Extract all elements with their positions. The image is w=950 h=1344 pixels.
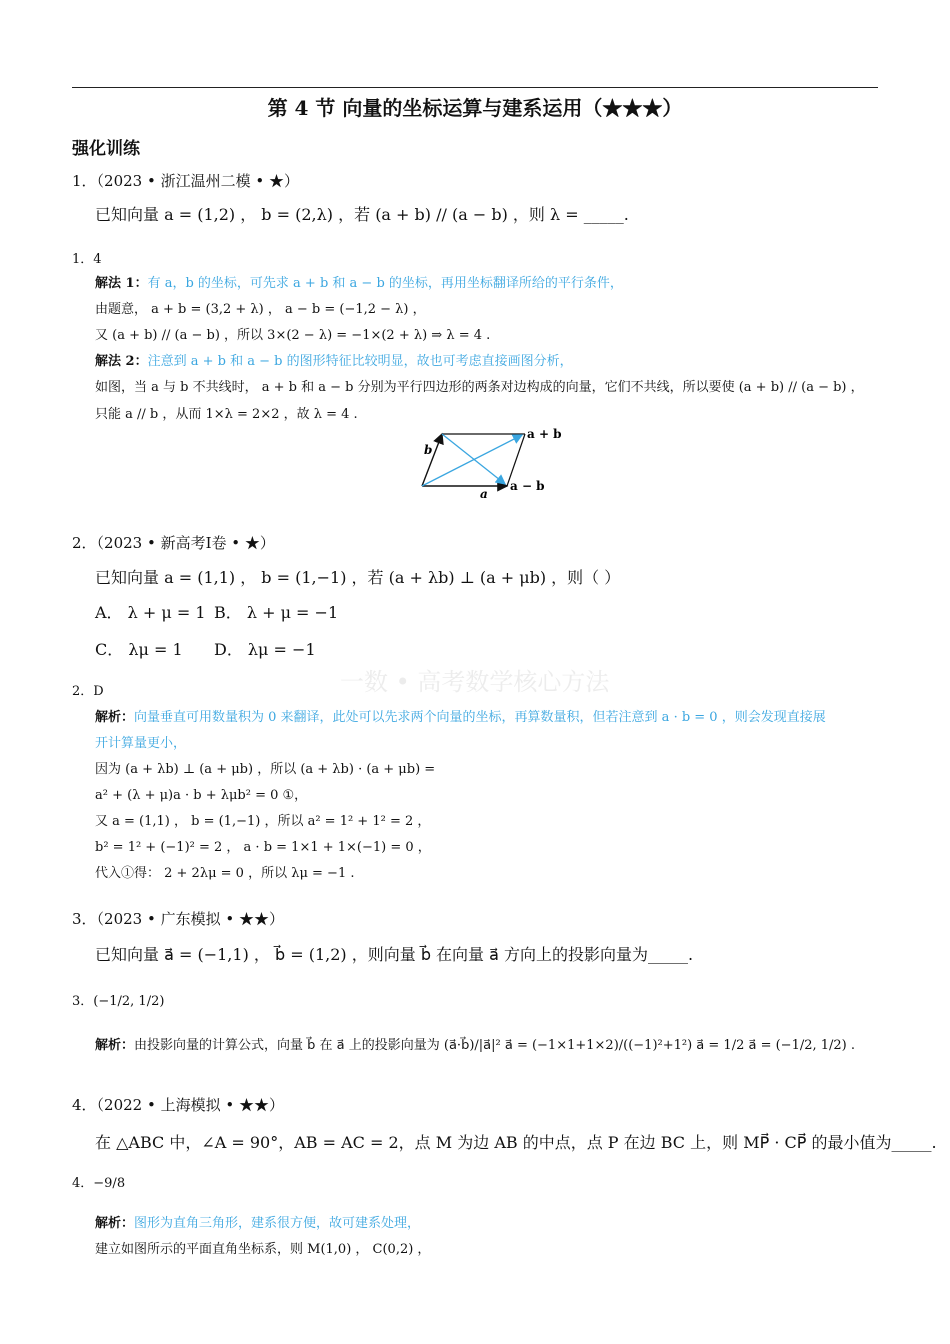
q1-line-1 [95, 272, 623, 291]
q2-line-5: 又 a = (1,1) ， b = (1,−1) ，所以 a² = 1² + 1² = 2 ， [95, 814, 431, 829]
label-b: b [424, 443, 433, 457]
watermark: 一数 • 高考数学核心方法 [340, 668, 610, 696]
q2-line-1 [95, 706, 826, 725]
hint-text: 图形为直角三角形，建系很方便，故可建系处理， [134, 1216, 421, 1231]
q2-line-4: a² + (λ + μ)a · b + λμb² = 0 ①， [95, 788, 308, 803]
vector-b [422, 434, 442, 486]
q1-line-6: 只能 a // b ，从而 1×λ = 2×2 ，故 λ = 4 . [95, 407, 358, 422]
hint-text: 向量垂直可用数量积为 0 来翻译，此处可以先求两个向量的坐标，再算数量积，但若注意到 a · b = 0 ，则会发现直接展 [134, 710, 826, 725]
q2-line-7: 代入①得： 2 + 2λμ = 0 ，所以 λμ = −1 . [95, 866, 355, 881]
q4-line-1 [95, 1212, 420, 1231]
solution-label: 解法 1： [95, 276, 148, 291]
option-d: D． λμ = −1 [214, 640, 316, 659]
section-heading: 强化训练 [72, 139, 140, 159]
label-a: a [480, 487, 488, 501]
page-title: 第 4 节 向量的坐标运算与建系运用（★★★） [267, 96, 683, 120]
answer-4: 4．−9/8 [72, 1176, 126, 1191]
header-rule [72, 87, 878, 88]
option-c: C． λμ = 1 [95, 640, 183, 659]
vector-a-plus-b [422, 435, 522, 486]
q2-line-6: b² = 1² + (−1)² = 2 ， a · b = 1×1 + 1×(−1) = 0 ， [95, 840, 431, 855]
answer-1: 1．4 [72, 252, 102, 267]
answer-3: 3．(−1/2, 1/2) [72, 994, 165, 1009]
option-a: A． λ + μ = 1 [95, 603, 206, 622]
question-1-body: 已知向量 a = (1,2) ， b = (2,λ) ，若 (a + b) // (a − b) ，则 λ = _____. [95, 205, 629, 224]
label-a-plus-b: a + b [527, 427, 562, 441]
q3-explanation: 由投影向量的计算公式，向量 b⃗ 在 a⃗ 上的投影向量为 (a⃗·b⃗)/|a⃗|² a⃗ = (−1×1+1×2)/((−1)²+1²) a⃗ = 1/2 a⃗ = (−1/2, 1/2) . [134, 1038, 856, 1053]
question-2-body: 已知向量 a = (1,1) ， b = (1,−1) ，若 (a + λb) ⊥ (a + μb) ，则（ ） [95, 568, 621, 587]
vector-a-minus-b [442, 434, 505, 484]
question-2-header: 2．（2023 • 新高考Ⅰ卷 • ★） [72, 534, 275, 552]
q1-line-3: 又 (a + b) // (a − b) ，所以 3×(2 − λ) = −1×(2 + λ) ⇒ λ = 4 . [95, 328, 491, 343]
answer-2: 2．D [72, 684, 104, 699]
label-a-minus-b: a − b [510, 479, 545, 493]
question-3-body: 已知向量 a⃗ = (−1,1) ， b⃗ = (1,2) ，则向量 b⃗ 在向量 a⃗ 方向上的投影向量为_____. [95, 945, 694, 964]
question-3-header: 3．（2023 • 广东模拟 • ★★） [72, 910, 284, 928]
q4-line-2: 建立如图所示的平面直角坐标系，则 M(1,0) ， C(0,2) ， [95, 1242, 431, 1257]
question-4-body: 在 △ABC 中，∠A = 90°，AB = AC = 2，点 M 为边 AB 的中点，点 P 在边 BC 上，则 MP⃗ · CP⃗ 的最小值为_____. [95, 1133, 937, 1152]
hint-text: 有 a，b 的坐标，可先求 a + b 和 a − b 的坐标，再用坐标翻译所给的平行条件， [147, 276, 623, 291]
parallelogram-figure [410, 420, 570, 502]
q2-line-2: 开计算量更小， [95, 736, 187, 751]
solution-label: 解析： [95, 1216, 135, 1231]
q1-line-4 [95, 350, 573, 369]
q3-line-1 [95, 1034, 855, 1053]
option-b: B． λ + μ = −1 [214, 603, 339, 622]
q2-line-3: 因为 (a + λb) ⊥ (a + μb) ，所以 (a + λb) · (a + μb) = [95, 762, 436, 777]
solution-label: 解析： [95, 710, 135, 725]
solution-label: 解法 2： [95, 354, 148, 369]
q1-line-2: 由题意， a + b = (3,2 + λ) ， a − b = (−1,2 − λ) ， [95, 302, 426, 317]
q1-line-5: 如图，当 a 与 b 不共线时， a + b 和 a − b 分别为平行四边形的两条对边构成的向量，它们不共线，所以要使 (a + b) // (a − b) ， [95, 380, 864, 395]
solution-label: 解析： [95, 1038, 135, 1053]
question-4-header: 4．（2022 • 上海模拟 • ★★） [72, 1096, 284, 1114]
question-1-header: 1．（2023 • 浙江温州二模 • ★） [72, 172, 299, 190]
hint-text: 注意到 a + b 和 a − b 的图形特征比较明显，故也可考虑直接画图分析， [147, 354, 573, 369]
